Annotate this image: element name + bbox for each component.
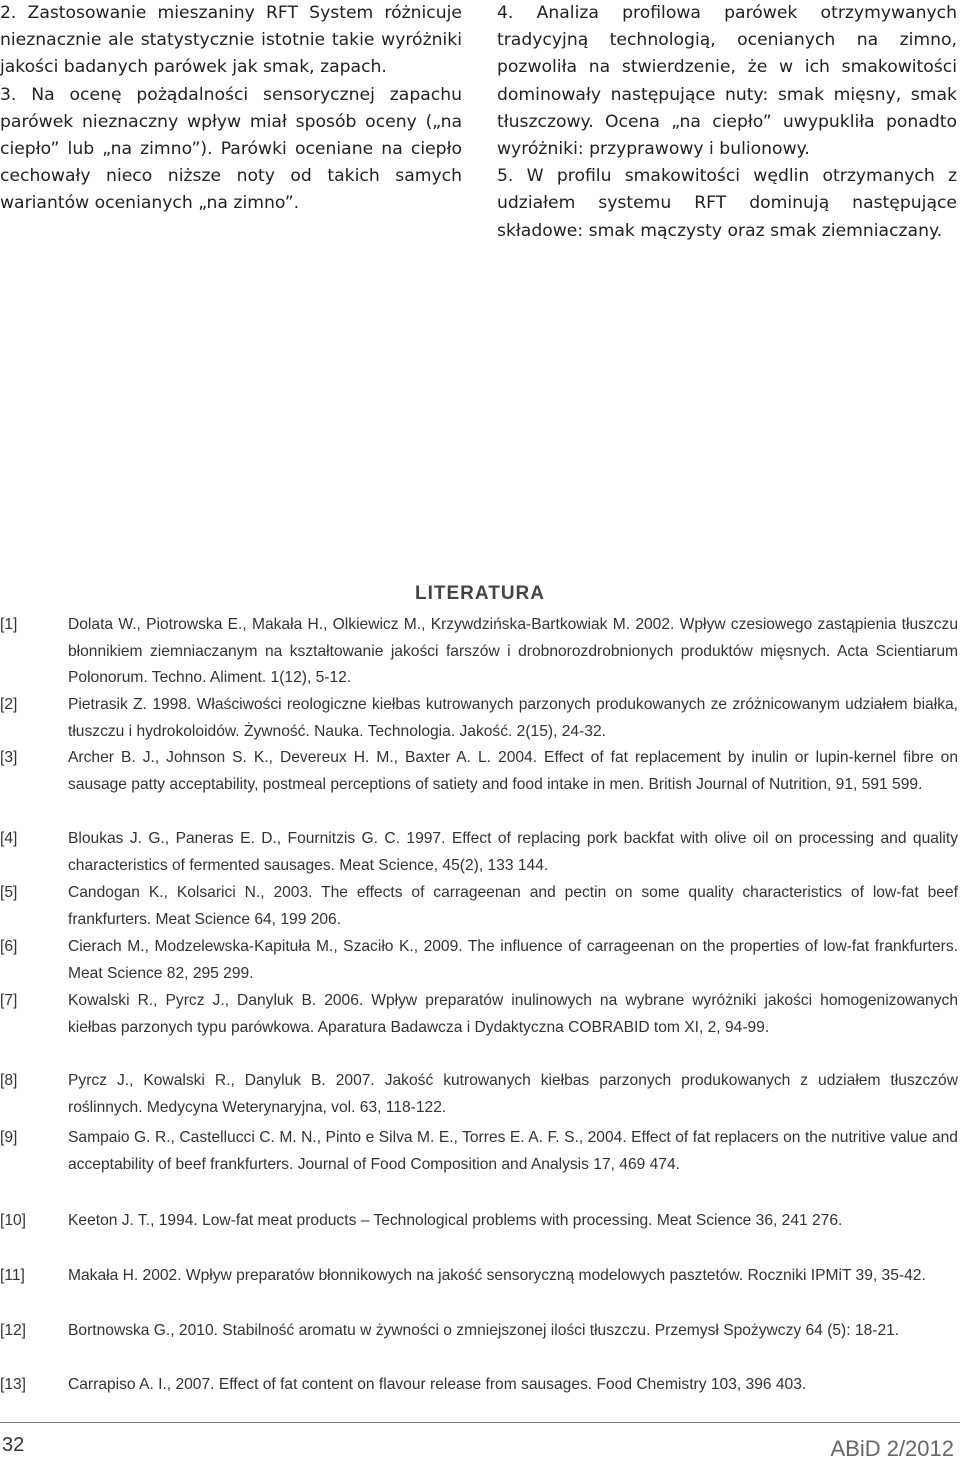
journal-issue: ABiD 2/2012 [830, 1436, 954, 1461]
reference-text: Carrapiso A. I., 2007. Effect of fat content on flavour release from sausages. Food Chemistry 103, 396 403. [68, 1376, 807, 1393]
reference-number: [5] [0, 884, 18, 901]
reference-text: Keeton J. T., 1994. Low-fat meat products – Technological problems with processing. Meat Science 36, 241 276. [68, 1212, 843, 1229]
reference-number: [3] [0, 749, 18, 766]
reference-text: Bortnowska G., 2010. Stabilność aromatu w żywności o zmniejszonej ilości tłuszczu. Przemysł Spożywczy 64 (5): 18-21. [68, 1322, 900, 1339]
reference-number: [4] [0, 830, 18, 847]
reference-text: Sampaio G. R., Castellucci C. M. N., Pinto e Silva M. E., Torres E. A. F. S., 2004. Effect of fat replacers on the nutritive value and acceptability of beef frankfurters. Journal of Food Composition and Analysis 17, 469 474. [68, 1129, 958, 1173]
reference-text: Archer B. J., Johnson S. K., Devereux H. M., Baxter A. L. 2004. Effect of fat replacement by inulin or lupin-kernel fibre on sausage patty acceptability, postmeal perceptions of satiety and food intake in men. British Journal of Nutrition, 91, 591 599. [68, 749, 958, 793]
footer-divider [0, 1422, 960, 1423]
reference-number: [1] [0, 616, 18, 633]
reference-number: [6] [0, 938, 18, 955]
reference-text: Cierach M., Modzelewska-Kapituła M., Szaciło K., 2009. The influence of carrageenan on the properties of low-fat frankfurters. Meat Science 82, 295 299. [68, 938, 958, 982]
reference-text: Bloukas J. G., Paneras E. D., Fournitzis G. C. 1997. Effect of replacing pork backfat with olive oil on processing and quality characteristics of fermented sausages. Meat Science, 45(2), 133 144. [68, 830, 958, 874]
conclusion-item: 5. W profilu smakowitości wędlin otrzymanych z udziałem systemu RFT dominują następujące składowe: smak mączysty oraz smak ziemniaczany. [497, 166, 957, 241]
reference-text: Pietrasik Z. 1998. Właściwości reologiczne kiełbas kutrowanych parzonych produkowanych ze zróżnicowanym udziałem białka, tłuszczu i hydrokoloidów. Żywność. Nauka. Technologia. Jakość. 2(15), 24-32. [68, 696, 958, 740]
reference-text: Makała H. 2002. Wpływ preparatów błonnikowych na jakość sensoryczną modelowych pasztetów. Roczniki IPMiT 39, 35-42. [68, 1267, 926, 1284]
reference-number: [11] [0, 1267, 25, 1284]
reference-number: [8] [0, 1072, 18, 1089]
conclusion-item: 3. Na ocenę pożądalności sensorycznej zapachu parówek nieznaczny wpływ miał sposób oceny („na ciepło” lub „na zimno”). Parówki oceniane na ciepło cechowały nieco niższe noty od takich samych wariantów ocenianych „na zimno”. [0, 84, 462, 214]
reference-text: Dolata W., Piotrowska E., Makała H., Olkiewicz M., Krzywdzińska-Bartkowiak M. 2002. Wpływ czesiowego zastąpienia tłuszczu błonnikiem ziemniaczanym na kształtowanie jakości farszów i drobnorozdrobnionych produktów mięsnych. Acta Scientiarum Polonorum. Techno. Aliment. 1(12), 5-12. [68, 616, 958, 686]
conclusion-item: 2. Zastosowanie mieszaniny RFT System różnicuje nieznacznie ale statystycznie istotnie takie wyróżniki jakości badanych parówek jak smak, zapach. [0, 3, 462, 78]
reference-number: [10] [0, 1212, 27, 1229]
reference-number: [13] [0, 1376, 27, 1393]
reference-text: Pyrcz J., Kowalski R., Danyluk B. 2007. Jakość kutrowanych kiełbas parzonych produkowanych z udziałem tłuszczów roślinnych. Medycyna Weterynaryjna, vol. 63, 118-122. [68, 1072, 958, 1116]
page-number: 32 [2, 1434, 25, 1456]
reference-text: Candogan K., Kolsarici N., 2003. The effects of carrageenan and pectin on some quality characteristics of low-fat beef frankfurters. Meat Science 64, 199 206. [68, 884, 958, 928]
reference-number: [7] [0, 992, 18, 1009]
conclusions-right-column [497, 0, 957, 245]
reference-number: [9] [0, 1129, 18, 1146]
literature-heading: LITERATURA [415, 583, 545, 604]
conclusion-item: 4. Analiza profilowa parówek otrzymywanych tradycyjną technologią, ocenianych na zimno, pozwoliła na stwierdzenie, że w ich smakowitości dominowały następujące nuty: smak mięsny, smak tłuszczowy. Ocena „na ciepło” uwypukliła ponadto wyróżniki: przyprawowy i bulionowy. [497, 3, 957, 160]
reference-number: [2] [0, 696, 18, 713]
reference-number: [12] [0, 1322, 27, 1339]
conclusions-left-column [0, 0, 462, 218]
reference-text: Kowalski R., Pyrcz J., Danyluk B. 2006. Wpływ preparatów inulinowych na wybrane wyróżniki jakości homogenizowanych kiełbas parzonych typu parówkowa. Aparatura Badawcza i Dydaktyczna COBRABID tom XI, 2, 94-99. [68, 992, 958, 1036]
